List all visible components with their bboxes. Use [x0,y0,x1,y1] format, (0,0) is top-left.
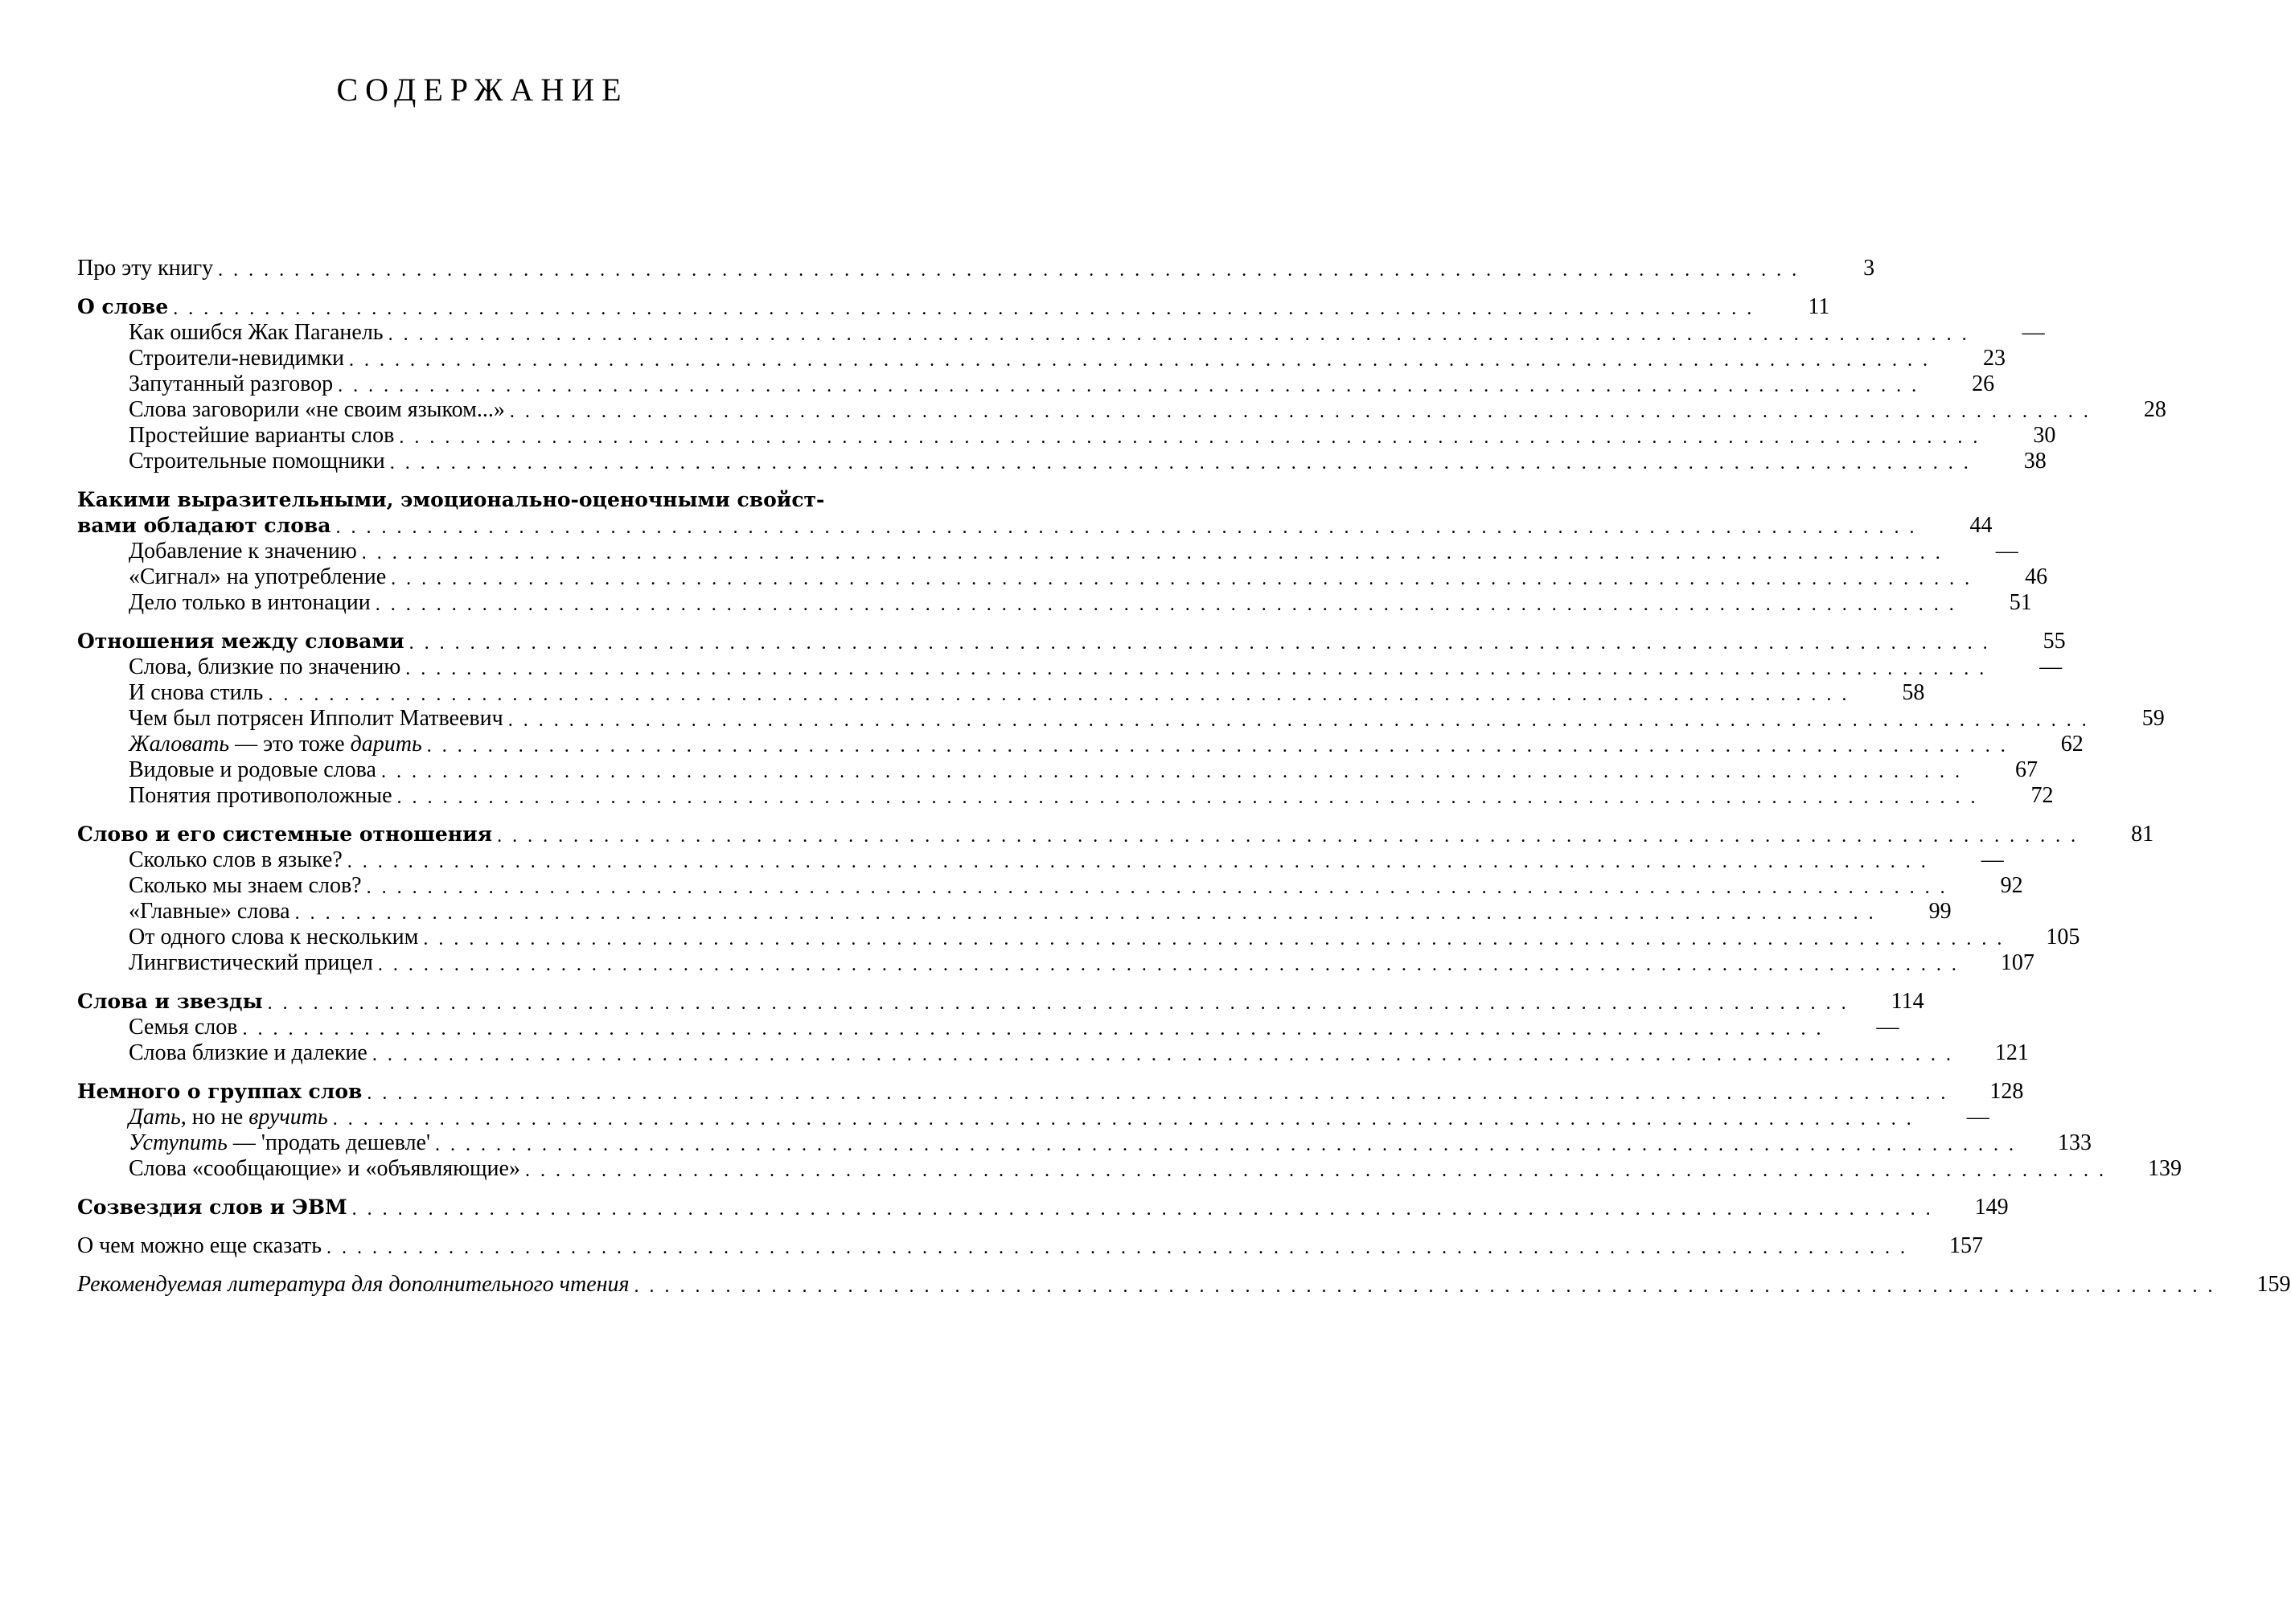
toc-entry-text: Видовые и родовые слова [129,757,376,782]
toc-subentry [77,564,2048,590]
toc-page-number: 58 [1902,680,1925,705]
leader-dots: ........................................................................................................ [268,684,1858,705]
toc-text-fragment: — 'продать дешевле' [227,1130,431,1155]
leader-dots: ........................................................................................................ [391,568,1981,589]
leader-dots: ........................................................................................................ [375,594,1965,615]
toc-page-number: 26 [1972,371,1995,396]
toc-section-title: О слове [77,295,169,318]
toc-entry-text: Запутанный разговор [129,371,334,396]
toc-page-number: 114 [1891,989,1924,1014]
leader-dots: ........................................................................................................ [348,350,1938,371]
leader-dots: ........................................................................................................ [335,517,1925,538]
toc-section-8 [77,1233,1984,1259]
toc-entry-text: Рекомендуемая литература для дополнительного чтения [77,1272,630,1297]
leader-dots: ........................................................................................................ [361,543,1951,564]
toc-page-number: — [1981,847,2004,872]
toc-page-number: 92 [2000,873,2023,898]
toc-page-number: 81 [2131,822,2154,847]
leader-dots: ........................................................................................................ [242,1019,1832,1040]
leader-dots: ........................................................................................................ [405,658,1995,679]
leader-dots: ........................................................................................................ [332,1109,1922,1130]
toc-page-number: — [1995,539,2018,564]
table-of-contents [77,256,2291,1298]
toc-page-number: 139 [2147,1156,2182,1181]
leader-dots: ........................................................................................................ [347,851,1936,872]
toc-italic-word: Дать, [129,1105,187,1130]
leader-dots: ........................................................................................................ [409,633,1998,654]
toc-subentry [77,320,2045,346]
toc-entry-text: О чем можно еще сказать [77,1233,322,1258]
leader-dots: ........................................................................................................ [377,954,1967,975]
toc-entry-text: И снова стиль [129,680,264,705]
toc-section-title: Слова и звезды [77,990,263,1013]
toc-section-title: Созвездия слов и ЭВМ [77,1195,347,1219]
toc-page-number: 62 [2060,732,2084,757]
toc-page-number: — [2022,320,2045,345]
leader-dots: ........................................................................................................ [423,929,2013,949]
toc-entry-text [129,1105,328,1130]
toc-section-4 [77,822,2154,847]
leader-dots: ........................................................................................................ [426,736,2016,757]
page-title: СОДЕРЖАНИЕ [336,72,629,108]
leader-dots: ........................................................................................................ [366,877,1956,898]
toc-page-number: — [1876,1015,1899,1040]
toc-section-title-line1: Какими выразительными, эмоционально-оценочными свойст- [77,488,825,511]
leader-dots: ........................................................................................................ [173,298,1763,319]
toc-subentry [77,950,2034,976]
toc-subentry [77,873,2023,899]
toc-text-fragment: но не [186,1105,249,1130]
toc-entry-text: Слова, близкие по значению [129,654,401,679]
leader-dots: ........................................................................................................ [435,1134,2025,1155]
toc-entry-text: Семья слов [129,1015,238,1040]
toc-subentry [77,706,2165,732]
toc-page-number: 46 [2025,564,2048,589]
toc-subentry [77,1040,2029,1066]
leader-dots: ........................................................................................................ [326,1237,1916,1258]
toc-entry-text: Как ошибся Жак Паганель [129,320,384,345]
toc-subentry [77,539,2018,564]
leader-dots: ........................................................................................................ [294,903,1884,924]
toc-subentry [77,1105,1989,1130]
toc-section-title: Немного о группах слов [77,1080,363,1103]
toc-subentry [77,1156,2182,1182]
toc-page-number: 44 [1969,513,1993,538]
toc-page-number: 133 [2058,1130,2092,1155]
toc-page-number: 157 [1949,1233,1984,1258]
toc-page-number: 23 [1982,346,2006,371]
toc-italic-word: вручить [248,1105,328,1130]
toc-section-title-line2: вами обладают слова [77,514,331,537]
toc-entry-text: Слова заговорили «не своим языком...» [129,397,505,422]
toc-entry-text: Строительные помощники [129,449,385,474]
toc-subentry [77,449,2047,474]
toc-page-number: — [2039,654,2063,679]
toc-page-number: 99 [1928,899,1952,924]
toc-section-1 [77,294,1830,320]
toc-entry-intro [77,256,1875,281]
toc-subentry [77,590,2032,616]
toc-subentry [77,783,2054,809]
leader-dots: ........................................................................................................ [497,826,2087,847]
toc-page-number: 11 [1808,294,1830,319]
toc-entry-text: Добавление к значению [129,539,357,564]
leader-dots: ........................................................................................................ [338,375,1928,396]
toc-subentry [77,899,1952,925]
toc-entry-text [129,1130,430,1156]
toc-subentry [77,757,2038,783]
toc-subentry [77,346,2006,371]
toc-subentry [77,925,2080,950]
toc-section-3 [77,629,2066,654]
toc-section-5 [77,989,1924,1015]
leader-dots: ........................................................................................................ [267,993,1857,1014]
leader-dots: ........................................................................................................ [507,710,2097,731]
toc-page-number: 149 [1974,1195,2009,1220]
toc-subentry [77,732,2084,757]
leader-dots: ........................................................................................................ [372,1044,1961,1065]
toc-entry-text: От одного слова к нескольким [129,925,419,949]
toc-entry-text: Дело только в интонации [129,590,371,615]
toc-page-number: 67 [2014,757,2038,782]
toc-page-number: 30 [2033,423,2056,448]
toc-page-number: — [1966,1105,1989,1130]
toc-page-number: 3 [1863,256,1875,281]
toc-entry-text: Слова близкие и далекие [129,1040,367,1065]
toc-page-number: 159 [2256,1272,2291,1297]
toc-section-title: Слово и его системные отношения [77,822,493,846]
toc-entry-text: Строители-невидимки [129,346,344,371]
toc-italic-word: дарить [350,732,422,757]
toc-section-6 [77,1079,2024,1105]
toc-subentry [77,654,2063,680]
toc-page-number: 128 [1989,1079,2024,1104]
toc-subentry [77,1015,1899,1040]
leader-dots: ........................................................................................................ [380,761,1970,782]
toc-section-2 [77,487,1993,539]
toc-entry-text: Понятия противоположные [129,783,392,808]
leader-dots: ........................................................................................................ [399,427,1989,448]
toc-page-number: 51 [2009,590,2032,615]
leader-dots: ........................................................................................................ [509,401,2099,422]
leader-dots: ........................................................................................................ [367,1083,1956,1104]
toc-entry-text: Сколько мы знаем слов? [129,873,362,898]
toc-entry-text: Про эту книгу [77,256,214,281]
leader-dots: ........................................................................................................ [389,453,1979,474]
toc-subentry [77,680,1925,706]
toc-entry-text: Чем был потрясен Ипполит Матвеевич [129,706,503,731]
leader-dots: ........................................................................................................ [396,787,1986,808]
leader-dots: ........................................................................................................ [218,260,1808,281]
toc-entry-text [129,732,422,757]
toc-section-9 [77,1272,2291,1298]
toc-italic-word: Уступить [129,1130,228,1155]
toc-section-title: Отношения между словами [77,630,404,653]
toc-subentry [77,371,1995,397]
toc-page-number: 59 [2141,706,2165,731]
toc-page-number: 72 [2030,783,2054,808]
toc-page-number: 55 [2043,629,2066,654]
toc-subentry [77,1130,2092,1156]
toc-subentry [77,423,2056,449]
toc-subentry [77,397,2166,423]
toc-entry-text: «Главные» слова [129,899,290,924]
toc-page-number: 105 [2046,925,2080,949]
toc-section-title-line2-row [77,513,1993,539]
toc-text-fragment: — это тоже [229,732,351,757]
leader-dots: ........................................................................................................ [634,1276,2223,1297]
toc-italic-word: Жаловать [129,732,230,757]
toc-section-7 [77,1195,2009,1220]
toc-entry-text: Сколько слов в языке? [129,847,343,872]
toc-entry-text: Слова «сообщающие» и «объявляющие» [129,1156,520,1181]
toc-page-number: 38 [2023,449,2047,474]
toc-subentry [77,847,2004,873]
toc-page-number: 28 [2143,397,2166,422]
toc-entry-text: Простейшие варианты слов [129,423,395,448]
toc-entry-text: «Сигнал» на употребление [129,564,387,589]
leader-dots: ........................................................................................................ [388,324,1977,345]
leader-dots: ........................................................................................................ [351,1199,1941,1220]
toc-entry-text: Лингвистический прицел [129,950,373,975]
toc-page-number: 121 [1994,1040,2029,1065]
toc-page-number: 107 [2000,950,2034,975]
leader-dots: ........................................................................................................ [524,1160,2114,1181]
